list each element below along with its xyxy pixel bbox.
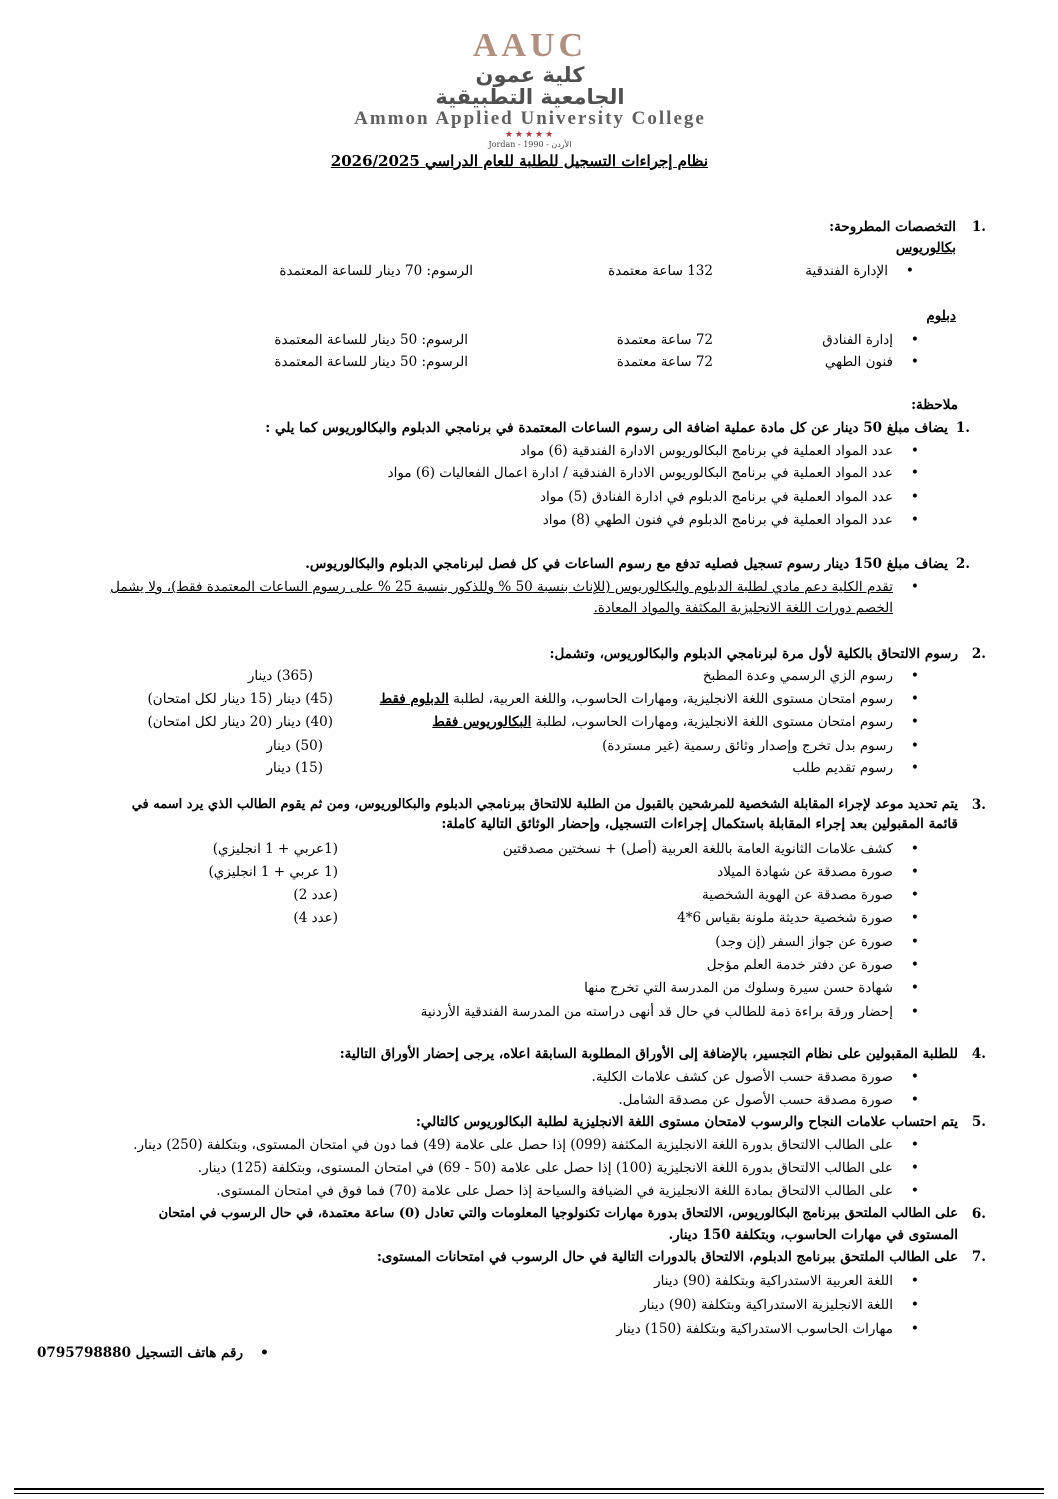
fee-amount: (365) دينار [247, 668, 313, 684]
section-5-heading: يتم احتساب علامات النجاح والرسوب لامتحان مستوى اللغة الانجليزية لطلبة البكالوريوس كالتالي: [415, 1114, 958, 1130]
diploma-hours: 72 ساعة معتمدة [616, 354, 713, 370]
section-6-text-1: على الطالب الملتحق ببرنامج البكالوريوس، الالتحاق بدورة مهارات تكنولوجيا المعلومات والتي تعادل (0) ساعة معتمدة، في حال الرسوب في امتحان [158, 1206, 958, 1221]
page-border [14, 1488, 1044, 1490]
section-4-heading: للطلبة المقبولين على نظام التجسير، بالإضافة إلى الأوراق المطلوبة السابقة اعلاه، يرجى إحضار الأوراق التالية: [339, 1046, 958, 1062]
note-2-text: يضاف مبلغ 150 دينار رسوم تسجيل فصليه تدفع مع رسوم الساعات في كل فصل لبرنامجي الدبلوم والبكالوريوس. [305, 556, 948, 572]
bachelor-hours: 132 ساعة معتمدة [608, 263, 713, 279]
fee-item: • رسوم تقديم طلب [792, 760, 893, 776]
college-logo [260, 27, 800, 149]
fee-item-emphasis: البكالوريوس فقط [432, 714, 532, 730]
section-6-number: .6 [971, 1206, 986, 1222]
diploma-fee: الرسوم: 50 دينار للساعة المعتمدة [274, 354, 468, 370]
bridging-item: • صورة مصدقة حسب الأصول عن كشف علامات الكلية. [592, 1069, 893, 1085]
document-note: (عدد 4) [293, 910, 338, 926]
document-item: • صورة مصدقة عن الهوية الشخصية [702, 887, 893, 903]
section-4-number: .4 [971, 1046, 986, 1062]
document-note: (عدد 2) [293, 887, 338, 903]
bachelor-fee: الرسوم: 70 دينار للساعة المعتمدة [279, 263, 473, 279]
note-1-item: • عدد المواد العملية في برنامج الدبلوم في فنون الطهي (8) مواد [543, 512, 893, 528]
note-1-text: يضاف مبلغ 50 دينار عن كل مادة عملية اضافة الى رسوم الساعات المعتمدة في برنامجي الدبلوم والبكالوريوس كما يلي : [265, 420, 948, 436]
fee-item-text: رسوم امتحان مستوى اللغة الانجليزية، ومهارات الحاسوب، واللغة العربية، لطلبة [453, 691, 893, 707]
document-item: • صورة عن دفتر خدمة العلم مؤجل [707, 957, 893, 973]
document-item: • صورة شخصية حديثة ملونة بقياس 6*4 [677, 910, 893, 926]
page-title: نظام إجراءات التسجيل للطلبة للعام الدراسي 2026/2025 [330, 152, 708, 170]
section-6-text-2: المستوى في مهارات الحاسوب، وبتكلفة 150 دينار. [668, 1227, 958, 1243]
bridging-item: • صورة مصدقة حسب الأصول عن مصدقة الشامل. [618, 1092, 893, 1108]
fee-item-text: رسوم امتحان مستوى اللغة الانجليزية، ومهارات الحاسوب، لطلبة [535, 714, 893, 730]
section-3-number: .3 [971, 797, 986, 813]
note-heading: ملاحظة: [911, 397, 958, 413]
bachelor-label: بكالوريوس [895, 240, 956, 256]
page-border-inner [14, 1493, 1044, 1494]
diploma-fee: الرسوم: 50 دينار للساعة المعتمدة [274, 332, 468, 348]
section-2-number: .2 [971, 646, 986, 662]
college-name-ar-1: كلية عمون [475, 63, 585, 87]
document-item: • كشف علامات الثانوية العامة باللغة العربية (أصل) + نسختين مصدقتين [503, 841, 893, 857]
phone-label: رقم هاتف التسجيل [135, 1345, 243, 1361]
section-3-heading-2: قائمة المقبولين بعد إجراء المقابلة باستكمال إجراءات التسجيل، وإحضار الوثائق التالية كاملة: [441, 816, 958, 832]
document-note: (1 عربي + 1 انجليزي) [208, 864, 338, 880]
section-1-number: .1 [971, 219, 986, 235]
section-1-heading: التخصصات المطروحة: [829, 219, 956, 235]
document-note: (1عربي + 1 انجليزي) [212, 841, 338, 857]
fee-item [380, 691, 893, 707]
fee-amount: (40) دينار (20 دينار لكل امتحان) [147, 714, 333, 730]
diploma-label: دبلوم [926, 308, 956, 324]
college-name-ar-2: الجامعية التطبيقية [435, 85, 625, 109]
document-item: • صورة عن جواز السفر (إن وجد) [715, 934, 893, 950]
logo-stars: ★★★★★ [504, 130, 556, 140]
note-1-number: .1 [955, 420, 970, 436]
section-7-number: .7 [971, 1249, 986, 1265]
diploma-hours: 72 ساعة معتمدة [616, 332, 713, 348]
document-item: • صورة مصدقة عن شهادة الميلاد [717, 864, 893, 880]
note-2-item: • تقدم الكلية دعم مادي لطلبة الدبلوم والبكالوريوس (للإناث بنسبة 50 % وللذكور بنسبة 25 % على رسوم الساعات المعتمدة فقط)، ولا يشمل [110, 579, 893, 595]
section-7-heading: على الطالب الملتحق ببرنامج الدبلوم، الالتحاق بالدورات التالية في حال الرسوب في امتحانات المستوى: [376, 1249, 958, 1265]
diploma-item: • فنون الطهي [825, 354, 893, 370]
remedial-course-item: • مهارات الحاسوب الاستدراكية وبتكلفة (150) دينار [616, 1321, 893, 1337]
note-2-item-cont: الخصم دورات اللغة الانجليزية المكثفة والمواد المعادة. [593, 600, 893, 616]
logo-mark: AAUC [472, 27, 588, 64]
registration-phone [37, 1345, 243, 1361]
document-item: • إحضار ورقة براءة ذمة للطالب في حال قد أنهى دراسته من المدرسة الفندقية الأردنية [421, 1004, 893, 1020]
diploma-item: • إدارة الفنادق [822, 332, 893, 348]
fee-amount: (45) دينار (15 دينار لكل امتحان) [147, 691, 333, 707]
fee-item: • رسوم الزي الرسمي وعدة المطبخ [703, 668, 893, 684]
section-5-number: .5 [971, 1114, 986, 1130]
phone-number: 0795798880 [37, 1345, 131, 1361]
note-2-number: .2 [955, 556, 970, 572]
remedial-course-item: • اللغة العربية الاستدراكية وبتكلفة (90) دينار [654, 1273, 893, 1289]
fee-item: • رسوم بدل تخرج وإصدار وثائق رسمية (غير مستردة) [602, 738, 893, 754]
note-1-item: • عدد المواد العملية في برنامج الدبلوم في ادارة الفنادق (5) مواد [540, 489, 893, 505]
remedial-course-item: • اللغة الانجليزية الاستدراكية وبتكلفة (90) دينار [640, 1297, 893, 1313]
fee-amount: (50) دينار [266, 738, 323, 754]
fee-item [432, 714, 893, 730]
document-item: • شهادة حسن سيرة وسلوك من المدرسة التي تخرج منها [584, 980, 893, 996]
note-1-item: • عدد المواد العملية في برنامج البكالوريوس الادارة الفندقية / ادارة اعمال الفعاليات (6) مواد [388, 465, 893, 481]
logo-location: Jordan - 1990 - الأردن [488, 140, 572, 149]
english-rule-item: • على الطالب الالتحاق بدورة اللغة الانجليزية (100) إذا حصل على علامة (50 - 69) في امتحان المستوى، وبتكلفة (125) دينار. [198, 1160, 893, 1176]
bachelor-item: • الإدارة الفندقية [805, 263, 888, 279]
english-rule-item: • على الطالب الالتحاق بدورة اللغة الانجليزية المكثفة (099) إذا حصل على علامة (49) فما دون في امتحان المستوى، وبتكلفة (250) دينار. [133, 1137, 893, 1153]
college-name-en: Ammon Applied University College [354, 108, 706, 129]
fee-item-emphasis: الدبلوم فقط [379, 691, 449, 707]
note-1-item: • عدد المواد العملية في برنامج البكالوريوس الادارة الفندقية (6) مواد [520, 443, 893, 459]
english-rule-item: • على الطالب الالتحاق بمادة اللغة الانجليزية في الضيافة والسياحة إذا حصل على علامة (70) فما فوق في امتحان المستوى. [216, 1183, 893, 1199]
section-2-heading: رسوم الالتحاق بالكلية لأول مرة لبرنامجي الدبلوم والبكالوريوس، وتشمل: [549, 646, 958, 662]
fee-amount: (15) دينار [266, 760, 323, 776]
section-3-heading-1: يتم تحديد موعد لإجراء المقابلة الشخصية للمرشحين بالقبول من الطلبة للالتحاق ببرنامجي الدبلوم والبكالوريوس، ومن ثم يقوم الطالب الذي يرد اسمه في [131, 797, 958, 812]
